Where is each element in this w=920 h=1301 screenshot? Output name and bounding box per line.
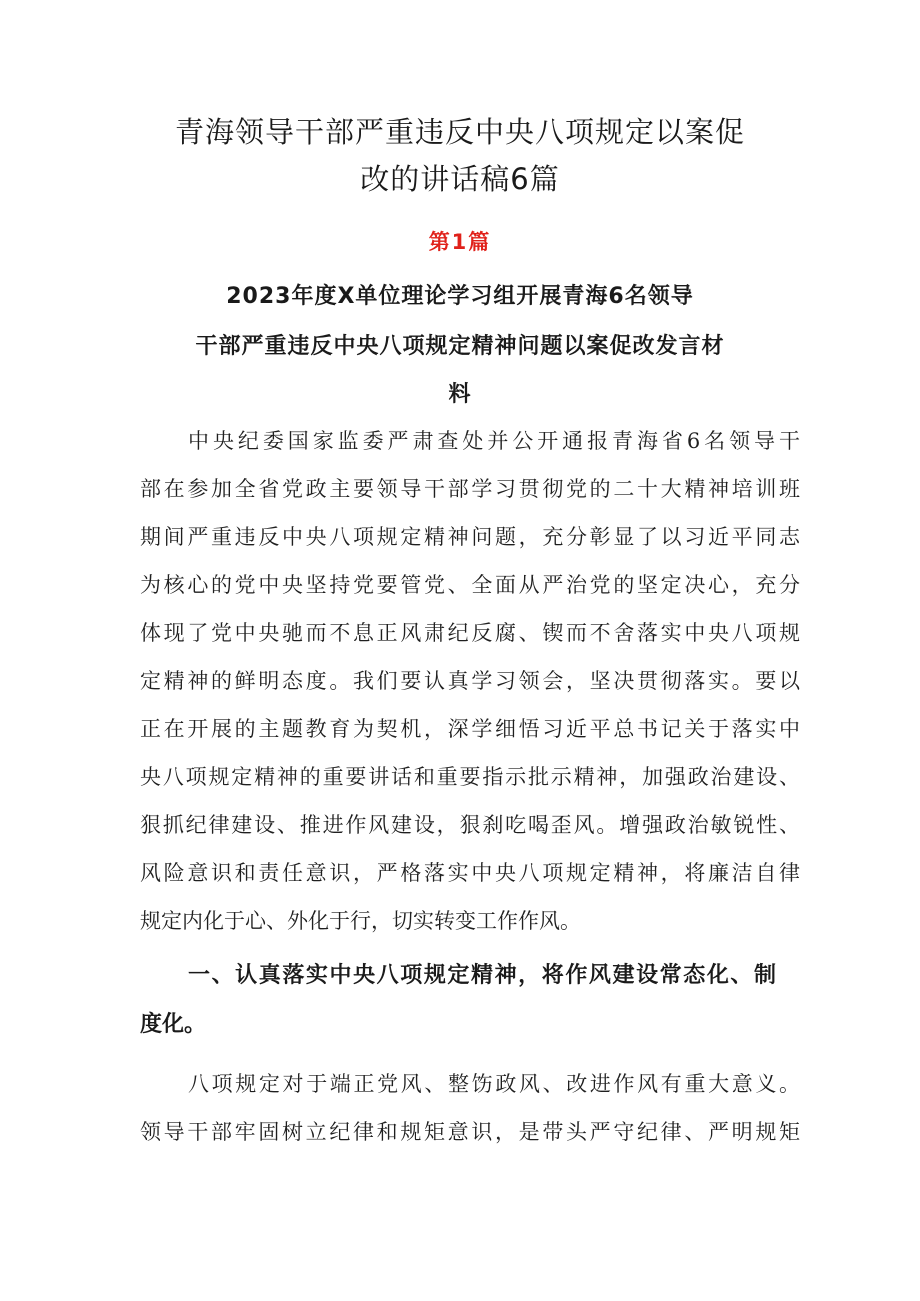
heading-line: 一、认真落实中央八项规定精神，将作风建设常态化、制 xyxy=(188,963,776,988)
subtitle-line-3: 料 xyxy=(448,382,472,407)
paragraph-line: 定精神的鲜明态度。我们要认真学习领会，坚决贯彻落实。要以 xyxy=(140,669,800,693)
paragraph-line: 体现了党中央驰而不息正风肃纪反腐、锲而不舍落实中央八项规 xyxy=(140,621,800,645)
paragraph-line: 为核心的党中央坚持党要管党、全面从严治党的坚定决心，充分 xyxy=(140,573,800,597)
chapter-label: 第1篇 xyxy=(428,230,492,254)
document-title-line-1: 青海领导干部严重违反中央八项规定以案促 xyxy=(174,115,745,149)
heading-line: 度化。 xyxy=(140,1012,207,1037)
subtitle-line-1: 2023年度X单位理论学习组开展青海6名领导 xyxy=(226,284,694,309)
subtitle-line-2: 干部严重违反中央八项规定精神问题以案促改发言材 xyxy=(195,334,725,359)
paragraph-line: 领导干部牢固树立纪律和规矩意识，是带头严守纪律、严明规矩 xyxy=(140,1120,800,1144)
paragraph-line: 风险意识和责任意识，严格落实中央八项规定精神，将廉洁自律 xyxy=(140,861,800,885)
paragraph-line: 狠抓纪律建设、推进作风建设，狠刹吃喝歪风。增强政治敏锐性、 xyxy=(140,813,800,837)
paragraph-line: 规定内化于心、外化于行，切实转变工作作风。 xyxy=(140,909,581,933)
paragraph-line: 期间严重违反中央八项规定精神问题，充分彰显了以习近平同志 xyxy=(140,525,800,549)
paragraph-line: 正在开展的主题教育为契机，深学细悟习近平总书记关于落实中 xyxy=(140,717,800,741)
document-title-line-2: 改的讲话稿6篇 xyxy=(360,162,560,196)
paragraph-line: 部在参加全省党政主要领导干部学习贯彻党的二十大精神培训班 xyxy=(140,477,800,501)
paragraph-line: 八项规定对于端正党风、整饬政风、改进作风有重大意义。 xyxy=(188,1072,800,1096)
paragraph-line: 中央纪委国家监委严肃查处并公开通报青海省6名领导干 xyxy=(188,429,800,453)
paragraph-line: 央八项规定精神的重要讲话和重要指示批示精神，加强政治建设、 xyxy=(140,765,800,789)
